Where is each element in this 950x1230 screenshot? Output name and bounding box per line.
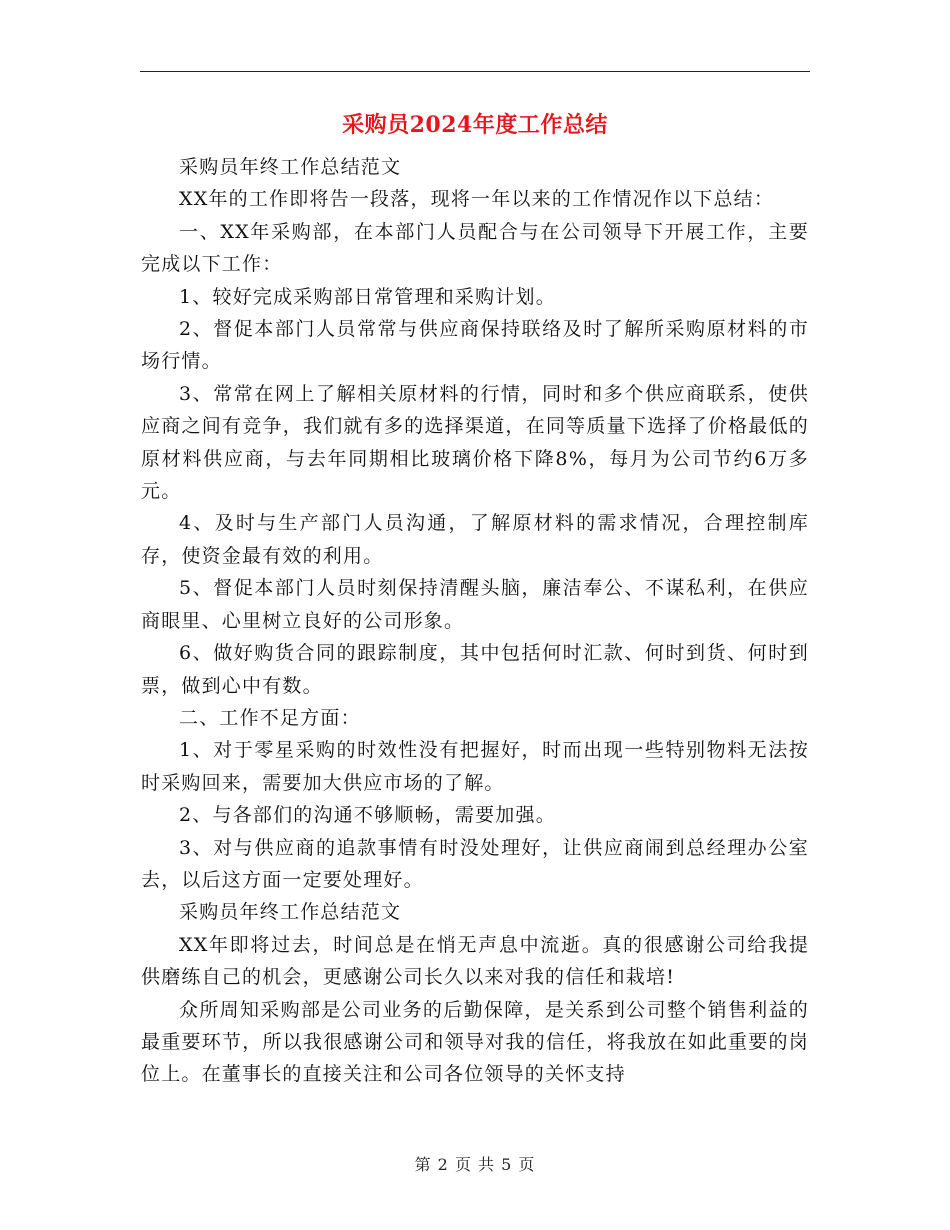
paragraph: 二、工作不足方面： bbox=[179, 706, 361, 729]
page-number: 第 2 页 共 5 页 bbox=[414, 1155, 536, 1174]
paragraph: 6、做好购货合同的跟踪制度，其中包括何时汇款、何时到货、何时到票，做到心中有数。 bbox=[141, 642, 809, 697]
paragraph: 采购员年终工作总结范文 bbox=[179, 901, 402, 924]
paragraph: 一、XX年采购部，在本部门人员配合与在公司领导下开展工作，主要完成以下工作： bbox=[141, 220, 809, 276]
paragraph: 众所周知采购部是公司业务的后勤保障，是关系到公司整个销售利益的最重要环节，所以我很感谢公司和领导对我的信任，将我放在如此重要的岗位上。在董事长的直接关注和公司各位领导的关怀支持 bbox=[141, 998, 809, 1086]
paragraph: 1、较好完成采购部日常管理和采购计划。 bbox=[179, 285, 556, 308]
document-title: 采购员2024年度工作总结 bbox=[342, 112, 608, 138]
paragraph: 2、与各部们的沟通不够顺畅，需要加强。 bbox=[179, 804, 556, 827]
paragraph: 4、及时与生产部门人员沟通，了解原材料的需求情况，合理控制库存，使资金最有效的利用。 bbox=[141, 512, 809, 567]
paragraph: 5、督促本部门人员时刻保持清醒头脑，廉洁奉公、不谋私利，在供应商眼里、心里树立良好的公司形象。 bbox=[141, 577, 809, 632]
paragraph: 3、常常在网上了解相关原材料的行情，同时和多个供应商联系，使供应商之间有竞争，我们就有多的选择渠道，在同等质量下选择了价格最低的原材料供应商，与去年同期相比玻璃价格下降8%，每月为公司节约6万多元。 bbox=[141, 382, 809, 503]
paragraph: 3、对与供应商的追款事情有时没处理好，让供应商闹到总经理办公室去，以后这方面一定要处理好。 bbox=[141, 836, 809, 891]
paragraph: 1、对于零星采购的时效性没有把握好，时而出现一些特别物料无法按时采购回来，需要加大供应市场的了解。 bbox=[141, 739, 809, 794]
paragraph: 采购员年终工作总结范文 bbox=[179, 156, 402, 178]
header-rule bbox=[140, 71, 810, 72]
paragraph: XX年的工作即将告一段落，现将一年以来的工作情况作以下总结： bbox=[179, 188, 775, 211]
document-body bbox=[141, 151, 809, 1091]
paragraph: XX年即将过去，时间总是在悄无声息中流逝。真的很感谢公司给我提供磨练自己的机会，更感谢公司长久以来对我的信任和栽培! bbox=[141, 933, 809, 989]
paragraph: 2、督促本部门人员常常与供应商保持联络及时了解所采购原材料的市场行情。 bbox=[141, 318, 809, 373]
